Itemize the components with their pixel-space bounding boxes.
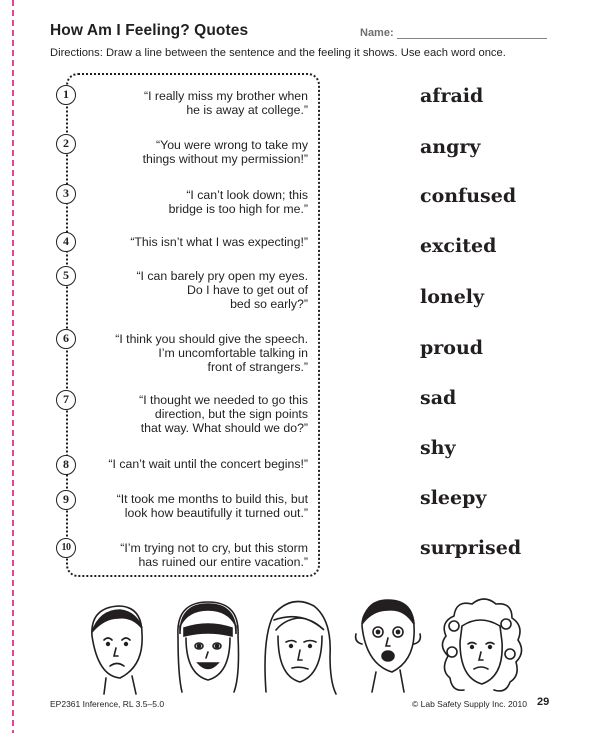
feeling-word: afraid <box>420 85 484 107</box>
quote-line: I’m uncomfortable talking in <box>158 346 308 360</box>
quote-line: “I can barely pry open my eyes. <box>136 269 308 283</box>
quote-line: “It took me months to build this, but <box>116 492 308 506</box>
excited-girl-face <box>178 602 239 692</box>
quote-line: “I thought we needed to go this <box>139 393 308 407</box>
quote-line: he is away at college.” <box>186 103 308 117</box>
margin-line <box>12 0 14 733</box>
feeling-word: sleepy <box>420 487 487 509</box>
number-circle: 7 <box>56 390 76 410</box>
quote-line: “I can’t wait until the concert begins!” <box>108 457 308 471</box>
feeling-word: proud <box>420 337 484 359</box>
quote-3 <box>78 188 308 216</box>
quote-5 <box>78 269 308 311</box>
sad-boy-face <box>92 606 142 694</box>
quote-8 <box>78 457 308 471</box>
quote-7 <box>78 393 308 435</box>
quote-line: “I can’t look down; this <box>186 188 308 202</box>
number-circle: 6 <box>56 329 76 349</box>
number-circle: 3 <box>56 184 76 204</box>
footer-right: © Lab Safety Supply Inc. 2010 <box>412 699 527 709</box>
feeling-word: confused <box>420 185 517 207</box>
quote-line: “This isn’t what I was expecting!” <box>130 235 308 249</box>
feeling-word: shy <box>420 437 456 459</box>
lonely-woman-face <box>442 599 521 691</box>
page-number: 29 <box>537 696 550 708</box>
number-circle: 10 <box>56 538 76 558</box>
quote-2 <box>78 138 308 166</box>
quote-line: “I’m trying not to cry, but this storm <box>120 541 308 555</box>
number-circle: 1 <box>56 85 76 105</box>
number-circle: 5 <box>56 266 76 286</box>
feeling-word: surprised <box>420 537 522 559</box>
number-circle: 4 <box>56 232 76 252</box>
number-circle: 8 <box>56 455 76 475</box>
quote-line: “I really miss my brother when <box>143 89 308 103</box>
quote-line: “I think you should give the speech. <box>115 332 308 346</box>
quote-4 <box>78 235 308 249</box>
name-label: Name: <box>360 27 394 39</box>
feeling-word: sad <box>420 387 457 409</box>
faces-illustration <box>80 596 550 696</box>
afraid-boy-face <box>356 600 421 692</box>
quote-1 <box>78 89 308 117</box>
quote-line: look how beautifully it turned out.” <box>124 506 308 520</box>
worksheet-title: How Am I Feeling? Quotes <box>50 22 249 39</box>
footer-left: EP2361 Inference, RL 3.5–5.0 <box>50 699 165 709</box>
feeling-word: angry <box>420 136 481 158</box>
number-circle: 2 <box>56 134 76 154</box>
quote-line: bridge is too high for me.” <box>168 202 308 216</box>
quote-line: has ruined our entire vacation.” <box>138 555 308 569</box>
number-circle: 9 <box>56 490 76 510</box>
quote-line: “You were wrong to take my <box>156 138 308 152</box>
quote-10 <box>78 541 308 569</box>
feeling-word: excited <box>420 235 497 257</box>
directions: Directions: Draw a line between the sentence and the feeling it shows. Use each word once. <box>50 47 506 59</box>
name-line[interactable] <box>397 38 547 39</box>
feeling-word: lonely <box>420 286 485 308</box>
quote-line: things without my permission!” <box>142 152 308 166</box>
quote-line: front of strangers.” <box>207 360 308 374</box>
quote-6 <box>78 332 308 374</box>
quote-line: direction, but the sign points <box>154 407 308 421</box>
quote-line: bed so early?” <box>230 297 308 311</box>
quote-9 <box>78 492 308 520</box>
confused-woman-face <box>265 602 336 695</box>
quote-line: that way. What should we do?” <box>140 421 308 435</box>
quote-line: Do I have to get out of <box>187 283 308 297</box>
